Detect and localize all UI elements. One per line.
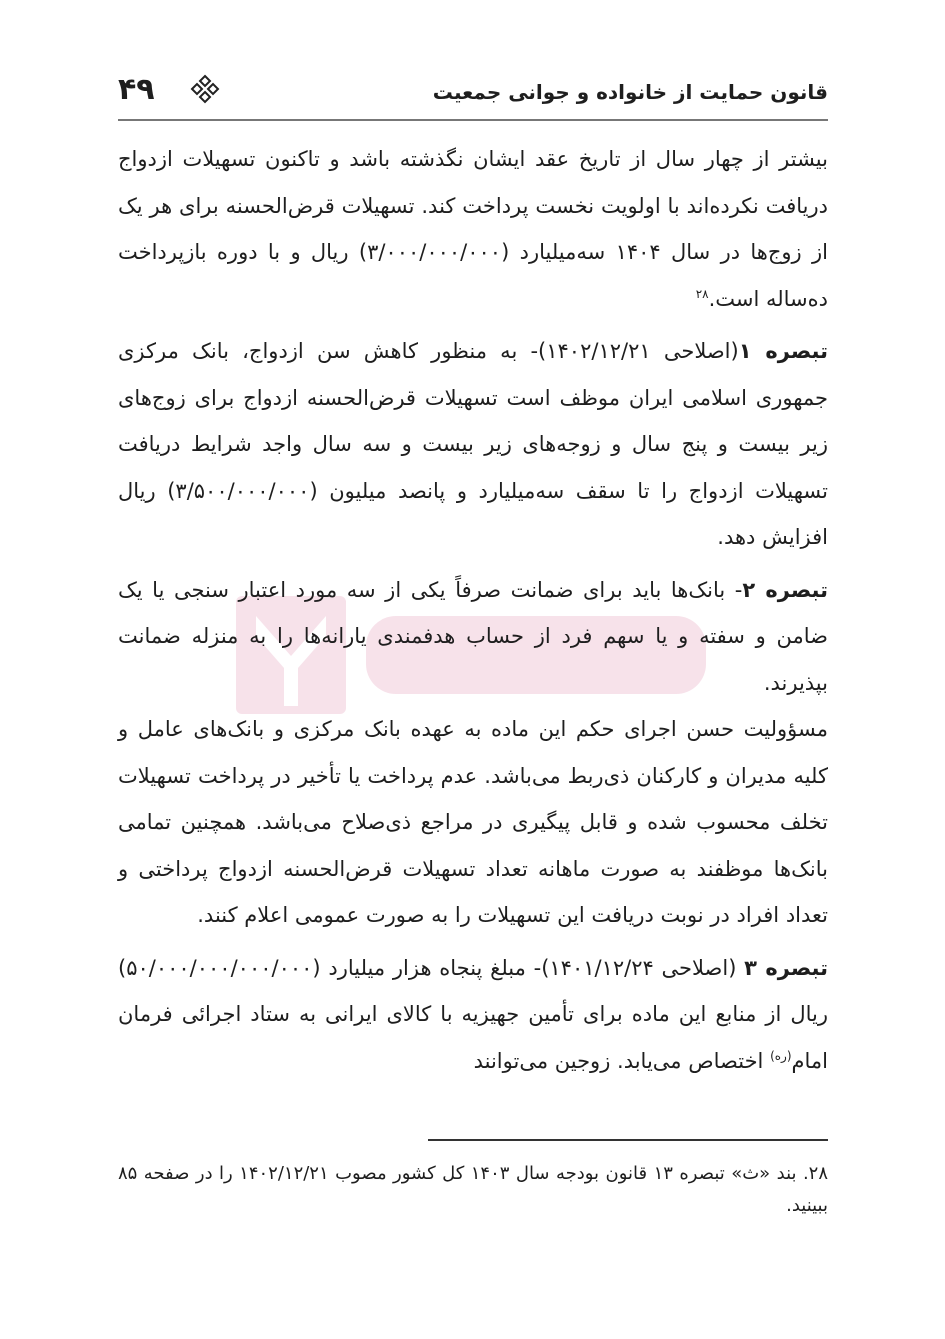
footnote-reference: ۲۸	[695, 286, 709, 301]
note-1-label: تبصره ۱	[738, 339, 828, 363]
page-number: ۴۹	[118, 72, 155, 107]
footnote-divider	[428, 1139, 828, 1141]
honorific-superscript: (ره)	[770, 1048, 792, 1063]
note-3-text-a: (اصلاحی ۱۴۰۱/۱۲/۲۴)- مبلغ پنجاه هزار میلیارد (۵۰/۰۰۰/۰۰۰/۰۰۰/۰۰۰) ریال از منابع این ماده برای تأمین جهیزیه با کالای ایرانی به ستاد اجرائی فرمان امام	[118, 955, 828, 1073]
body-text	[118, 136, 828, 1090]
paragraph-1-text: بیشتر از چهار سال از تاریخ عقد ایشان نگذشته باشد و تاکنون تسهیلات ازدواج دریافت نکرده‌اند با اولویت نخست پرداخت کند. تسهیلات قرض‌الحسنه برای هر یک از زوج‌ها در سال ۱۴۰۴ سه‌میلیارد (۳/۰۰۰/۰۰۰/۰۰۰) ریال و با دوره بازپرداخت ده‌ساله است.	[118, 147, 828, 311]
note-2	[118, 567, 828, 707]
note-1-text: (اصلاحی ۱۴۰۲/۱۲/۲۱)- به منظور کاهش سن ازدواج، بانک مرکزی جمهوری اسلامی ایران موظف است تسهیلات قرض‌الحسنه ازدواج برای زوج‌های زیر بیست و پنج سال و زوجه‌های زیر بیست و سه سال واجد شرایط دریافت تسهیلات ازدواج را تا سقف سه‌میلیارد و پانصد میلیون (۳/۵۰۰/۰۰۰/۰۰۰) ریال افزایش دهد.	[118, 339, 828, 549]
note-3-label: تبصره ۳	[744, 955, 828, 980]
paragraph-2: مسؤولیت حسن اجرای حکم این ماده به عهده بانک مرکزی و بانک‌های عامل و کلیه مدیران و کارکنان ذی‌ربط می‌باشد. عدم پرداخت یا تأخیر در پرداخت تسهیلات تخلف محسوب شده و قابل پیگیری در مراجع ذی‌صلاح می‌باشد. همچنین تمامی بانک‌ها موظفند به صورت ماهانه تعداد تسهیلات قرض‌الحسنه ازدواج پرداختی و تعداد افراد در نوبت دریافت این تسهیلات را به صورت عمومی اعلام کنند.	[118, 717, 828, 927]
running-title: قانون حمایت از خانواده و جوانی جمعیت	[432, 80, 828, 104]
note-3-text-b: اختصاص می‌یابد. زوجین می‌توانند	[473, 1048, 771, 1073]
page-header	[118, 68, 828, 116]
footnote-28: ۲۸. بند «ث» تبصره ۱۳ قانون بودجه سال ۱۴۰۳ کل کشور مصوب ۱۴۰۲/۱۲/۲۱ را در صفحه ۸۵ ببینید.	[118, 1163, 829, 1216]
header-divider	[118, 119, 828, 121]
paragraph-1	[118, 136, 828, 322]
note-2-label: تبصره ۲	[742, 577, 828, 602]
diamond-ornament-icon	[190, 74, 220, 104]
note-1	[118, 328, 828, 561]
note-2-text: - بانک‌ها باید برای ضمانت صرفاً یکی از سه مورد اعتبار سنجی یا یک ضامن و سفته و یا سهم فرد از حساب هدفمندی یارانه‌ها را به منزله ضمانت بپذیرند.	[118, 577, 828, 695]
note-3	[118, 945, 828, 1085]
